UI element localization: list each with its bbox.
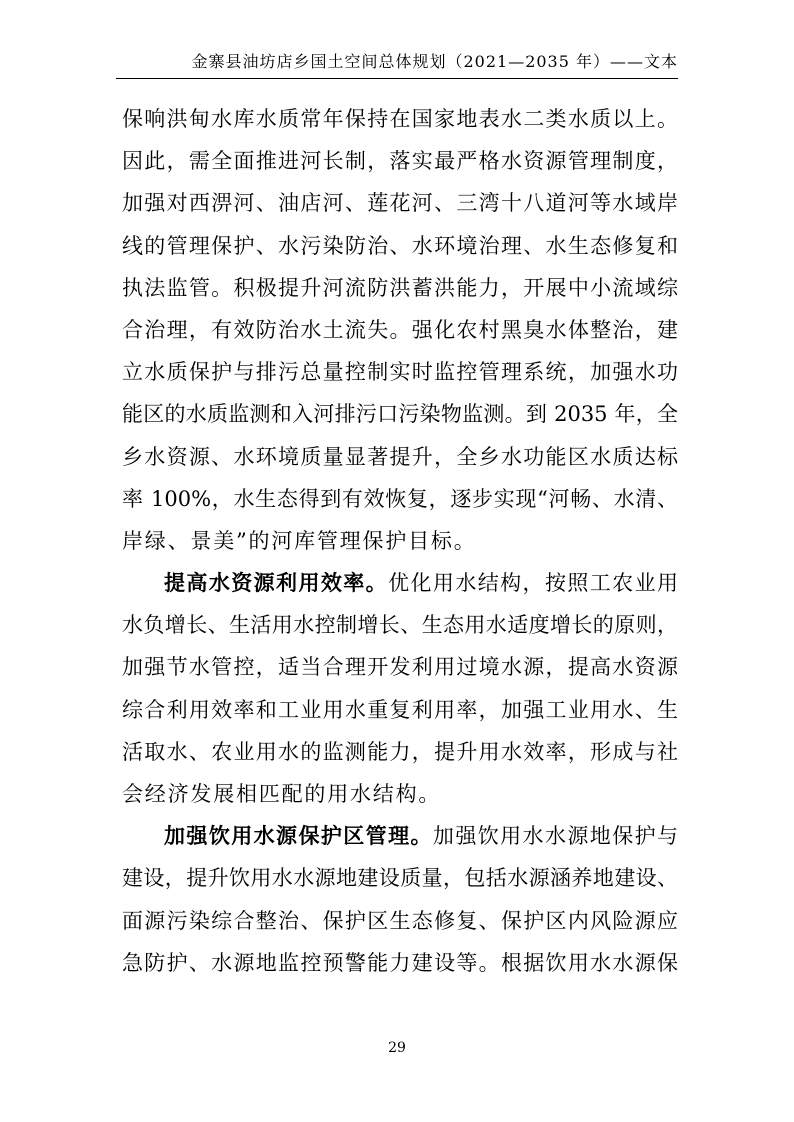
text-line: 建设，提升饮用水水源地建设质量，包括水源涵养地建设、 [122, 866, 678, 891]
running-header: 金寨县油坊店乡国土空间总体规划（2021—2035 年）——文本 [191, 52, 678, 71]
text-line: 合治理，有效防治水土流失。强化农村黑臭水体整治，建 [122, 317, 678, 342]
paragraph-3 [122, 815, 678, 984]
text-line [122, 562, 678, 604]
text-line: 水负增长、生活用水控制增长、生态用水适度增长的原则， [122, 613, 678, 638]
page-number: 29 [388, 1040, 406, 1056]
text-line: 保响洪甸水库水质常年保持在国家地表水二类水质以上。 [122, 107, 678, 131]
text-line: 岸绿、景美”的河库管理保护目标。 [122, 528, 477, 553]
body-text [122, 98, 678, 984]
text-line: 加强节水管控，适当合理开发利用过境水源，提高水资源 [122, 655, 678, 680]
paragraph-heading: 提高水资源利用效率。 [164, 571, 389, 596]
text-line: 急防护、水源地监控预警能力建设等。根据饮用水水源保 [122, 950, 678, 975]
text-line: 因此，需全面推进河长制，落实最严格水资源管理制度， [122, 149, 678, 174]
text-line: 立水质保护与排污总量控制实时监控管理系统，加强水功 [122, 360, 678, 385]
text-span: 优化用水结构，按照工农业用 [388, 571, 678, 596]
text-line: 能区的水质监测和入河排污口污染物监测。到 2035 年，全 [122, 402, 678, 427]
text-span: 加强饮用水水源地保护与 [432, 824, 678, 849]
paragraph-2 [122, 562, 678, 815]
text-line: 执法监管。积极提升河流防洪蓄洪能力，开展中小流域综 [122, 275, 678, 300]
text-line [122, 815, 678, 857]
text-line: 乡水资源、水环境质量显著提升，全乡水功能区水质达标 [122, 444, 678, 469]
text-line: 会经济发展相匹配的用水结构。 [122, 782, 442, 806]
paragraph-1 [122, 98, 678, 562]
text-line: 活取水、农业用水的监测能力，提升用水效率，形成与社 [122, 739, 678, 764]
text-line: 综合利用效率和工业用水重复利用率，加强工业用水、生 [122, 697, 678, 722]
text-line: 线的管理保护、水污染防治、水环境治理、水生态修复和 [122, 233, 678, 258]
header-rule [116, 78, 678, 79]
text-line: 率 100%，水生态得到有效恢复，逐步实现“河畅、水清、 [122, 486, 678, 511]
paragraph-heading: 加强饮用水源保护区管理。 [164, 824, 433, 849]
text-line: 面源污染综合整治、保护区生态修复、保护区内风险源应 [122, 908, 678, 933]
text-line: 加强对西淠河、油店河、莲花河、三湾十八道河等水域岸 [122, 191, 678, 216]
